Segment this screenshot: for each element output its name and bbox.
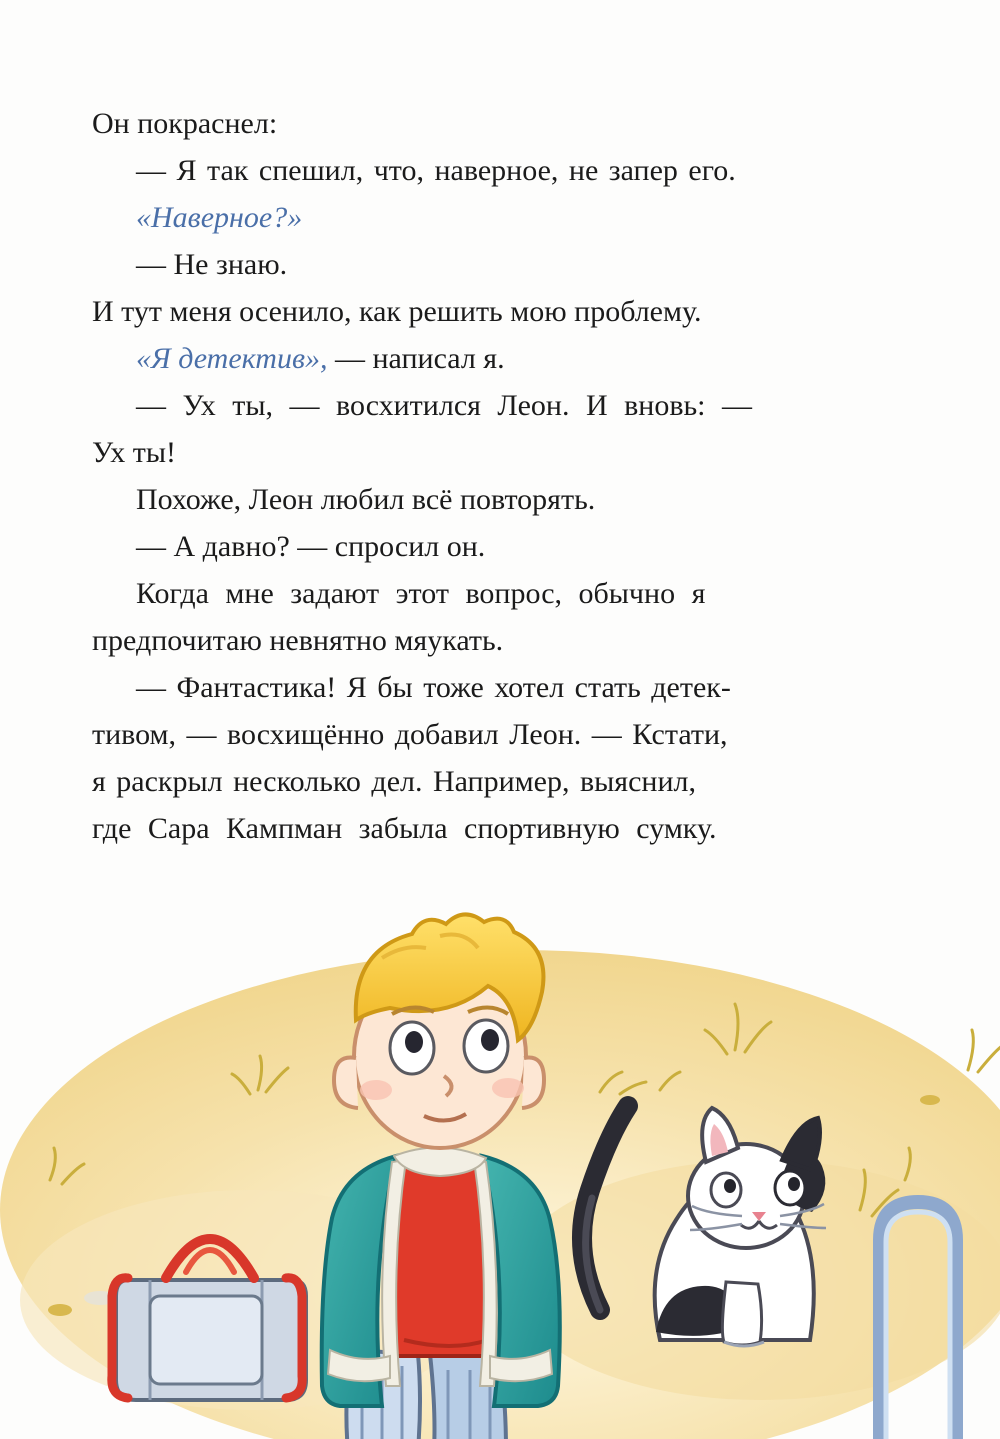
quoted-thought: «Наверное?» [136,201,303,234]
text-line-content: — А давно? — спросил он. [136,530,486,563]
text-line-content: — Не знаю. [136,248,288,281]
text-line-content: Когда мне задают этот вопрос, обычно я [136,577,706,610]
text-line [92,570,892,617]
text-line-content: И тут меня осенило, как решить мою проблему. [92,295,702,328]
page-text [92,100,892,852]
text-line-content: — написал я. [327,342,505,375]
text-line [92,805,892,852]
text-line [92,711,892,758]
text-line [92,288,892,335]
text-line-content: — Фантастика! Я бы тоже хотел стать детек- [136,671,731,704]
text-line [92,523,892,570]
text-line [92,664,892,711]
text-line [92,758,892,805]
text-line [92,429,892,476]
illustration-svg [0,880,1000,1439]
text-line-content: тивом, — восхищённо добавил Леон. — Кстати, [92,718,728,751]
text-line [92,241,892,288]
text-line-content: — Ух ты, — восхитился Леон. И вновь: — [136,389,753,422]
text-line-content: Похоже, Леон любил всё повторять. [136,483,596,516]
text-line [92,476,892,523]
text-line-content: я раскрыл несколько дел. Например, выяснил, [92,765,696,798]
text-line-quote [92,335,892,382]
text-line-quote [92,194,892,241]
text-line-content: предпочитаю невнятно мяукать. [92,624,504,657]
chapter-illustration [0,880,1000,1439]
text-line [92,147,892,194]
text-line-content: где Сара Кампман забыла спортивную сумку. [92,812,717,845]
text-line-content: Он покраснел: [92,107,278,140]
text-line-content: Ух ты! [92,436,176,469]
text-line [92,382,892,429]
text-line [92,100,892,147]
text-line-content: — Я так спешил, что, наверное, не запер его. [136,154,736,187]
quoted-thought: «Я детектив», [136,342,328,375]
text-line [92,617,892,664]
boy-character [322,914,560,1439]
